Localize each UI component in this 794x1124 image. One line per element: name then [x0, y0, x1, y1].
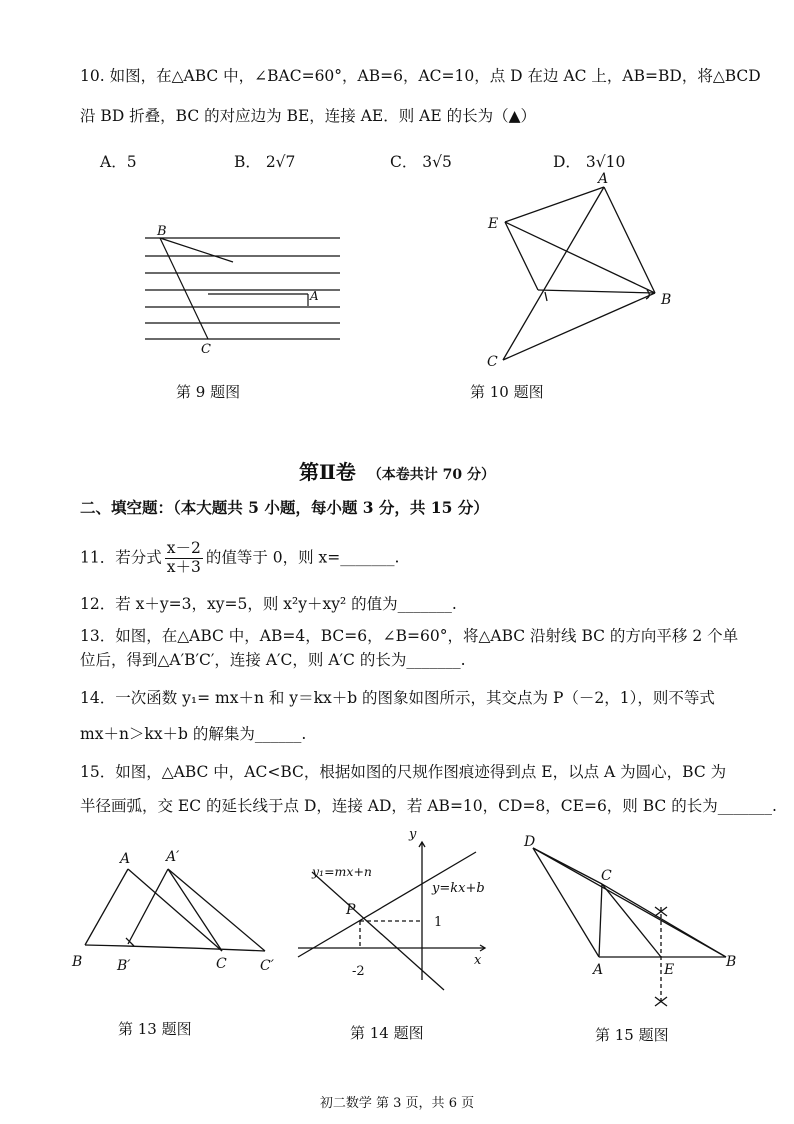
q11-numerator: x－2 [166, 539, 201, 557]
fig10-caption: 第 10 题图 [470, 383, 544, 401]
q10-option-a: A．5 [100, 153, 137, 171]
fig14-label-line2: y=kx+b [432, 881, 485, 896]
q10-option-d: D． 3√10 [553, 153, 626, 171]
fig15-label-d: D [524, 834, 536, 850]
fig10-label-e: E [488, 216, 499, 232]
fig13-label-b-prime: B′ [117, 958, 131, 974]
q15-line1: 15．如图，△ABC 中，AC<BC，根据如图的尺规作图痕迹得到点 E，以点 A 为圆心，BC 为 [80, 763, 727, 781]
fig13-label-c: C [216, 956, 227, 972]
fig10-label-b: B [661, 292, 672, 308]
q14-line2: mx＋n＞kx＋b 的解集为______. [80, 725, 307, 743]
fig13-label-b: B [72, 954, 83, 970]
fig14-caption: 第 14 题图 [350, 1024, 424, 1042]
q10-option-c: C． 3√5 [390, 153, 452, 171]
fig14-label-p: P [346, 902, 356, 918]
fig13-label-c-prime: C′ [260, 958, 274, 974]
fig14-label-neg2: -2 [352, 964, 365, 979]
part2-title-main: 第Ⅱ卷 [298, 460, 356, 484]
fig10-label-a: A [598, 171, 609, 187]
fig15-label-e: E [664, 962, 675, 978]
q10-line2: 沿 BD 折叠，BC 的对应边为 BE，连接 AE．则 AE 的长为（▲） [80, 107, 536, 125]
fig13-caption: 第 13 题图 [118, 1020, 192, 1038]
fig14-label-y-axis: y [409, 827, 417, 842]
part2-subtitle: （本卷共计 70 分） [367, 467, 496, 483]
fig15-label-c: C [601, 868, 612, 884]
q11-suffix: 的值等于 0，则 x=_______. [205, 548, 400, 567]
q10-option-b: B． 2√7 [234, 153, 296, 171]
fig15-label-b: B [726, 954, 737, 970]
fig9-label-c: C [201, 342, 211, 357]
fig13-label-a-prime: A′ [166, 849, 180, 865]
fig15-label-a: A [593, 962, 604, 978]
fig10-label-c: C [487, 354, 498, 370]
fig9-caption: 第 9 题图 [176, 383, 241, 401]
fig14-label-x-axis: x [474, 953, 482, 968]
q15-line2: 半径画弧，交 EC 的延长线于点 D，连接 AD，若 AB=10，CD=8，CE=6，则 BC 的长为_______. [80, 797, 777, 815]
q10-line1: 10. 如图，在△ABC 中，∠BAC=60°，AB=6，AC=10，点 D 在边 AC 上，AB=BD，将△BCD [80, 67, 761, 85]
fig15-caption: 第 15 题图 [595, 1026, 669, 1044]
fig9-label-a: A [310, 289, 319, 303]
page-footer: 初二数学 第 3 页，共 6 页 [319, 1096, 475, 1111]
section2-heading: 二、填空题：（本大题共 5 小题，每小题 3 分，共 15 分） [80, 498, 489, 517]
q11-denominator: x＋3 [166, 557, 201, 576]
q14-line1: 14．一次函数 y₁= mx＋n 和 y＝kx＋b 的图象如图所示，其交点为 P（－2，1），则不等式 [80, 689, 715, 707]
q12: 12．若 x＋y=3，xy=5，则 x²y＋xy² 的值为_______. [80, 595, 457, 613]
q13-line1: 13．如图，在△ABC 中，AB=4，BC=6，∠B=60°，将△ABC 沿射线 BC 的方向平移 2 个单 [80, 627, 739, 645]
fig14-label-line1: y₁=mx+n [312, 864, 372, 879]
q11-prefix: 11．若分式 [80, 548, 162, 567]
fig9-label-b: B [157, 224, 167, 239]
fig13-label-a: A [120, 851, 131, 867]
q13-line2: 位后，得到△A′B′C′，连接 A′C，则 A′C 的长为_______. [80, 651, 466, 669]
fig14-label-one: 1 [434, 915, 443, 930]
